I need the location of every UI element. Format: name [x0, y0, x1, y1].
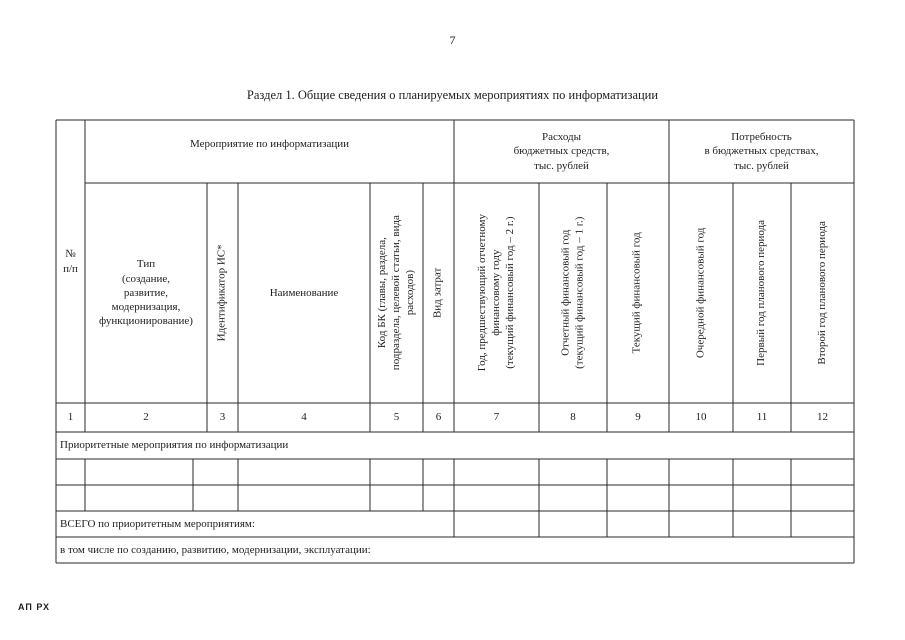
column-number: 5	[393, 411, 400, 423]
column-header-type: Тип (создание, развитие, модернизация, функционирование)	[99, 258, 193, 328]
priority-section-row: Приоритетные мероприятия по информатизации	[60, 439, 289, 451]
column-number: 2	[143, 411, 149, 423]
column-number: 6	[435, 411, 442, 423]
column-header-report-year: Отчетный финансовый год (текущий финансовый год – 1 г.)	[559, 216, 586, 370]
column-number: 4	[301, 411, 307, 423]
column-number: 12	[817, 411, 828, 423]
column-number: 3	[219, 411, 226, 423]
column-header-number: № п/п	[63, 248, 78, 275]
footer-code: АП РХ	[18, 602, 51, 612]
including-row-label: в том числе по созданию, развитию, модернизации, эксплуатации:	[60, 544, 371, 556]
column-number: 1	[67, 411, 74, 423]
group-header-measure: Мероприятие по информатизации	[189, 137, 350, 150]
column-header-is-id: Идентификатор ИС*	[215, 244, 228, 342]
column-number: 11	[756, 411, 768, 423]
column-number: 9	[635, 411, 641, 423]
column-header-bk-code: Код БК (главы, раздела, подраздела, целевой статьи, вида расходов)	[375, 215, 416, 371]
column-header-prev-year: Год, предшествующий отчетному финансовому году (текущий финансовый год – 2 г.)	[475, 214, 516, 372]
section-title: Раздел 1. Общие сведения о планируемых мероприятиях по информатизации	[246, 88, 659, 102]
total-row-label: ВСЕГО по приоритетным мероприятиям:	[60, 518, 255, 530]
column-header-plan-year-1: Первый год планового периода	[755, 220, 768, 366]
group-header-expenses: Расходы бюджетных средств, тыс. рублей	[513, 131, 610, 172]
column-header-next-year: Очередной финансовый год	[694, 227, 707, 359]
column-header-current-year: Текущий финансовый год	[631, 232, 644, 354]
column-number: 8	[570, 411, 576, 423]
column-header-name: Наименование	[269, 286, 339, 299]
column-header-cost-type: Вид затрат	[431, 267, 444, 319]
column-number: 10	[695, 411, 707, 423]
column-header-plan-year-2: Второй год планового периода	[815, 221, 828, 365]
column-number: 7	[493, 411, 500, 423]
group-header-needs: Потребность в бюджетных средствах, тыс. рублей	[704, 131, 819, 172]
page-number: 7	[449, 33, 456, 47]
